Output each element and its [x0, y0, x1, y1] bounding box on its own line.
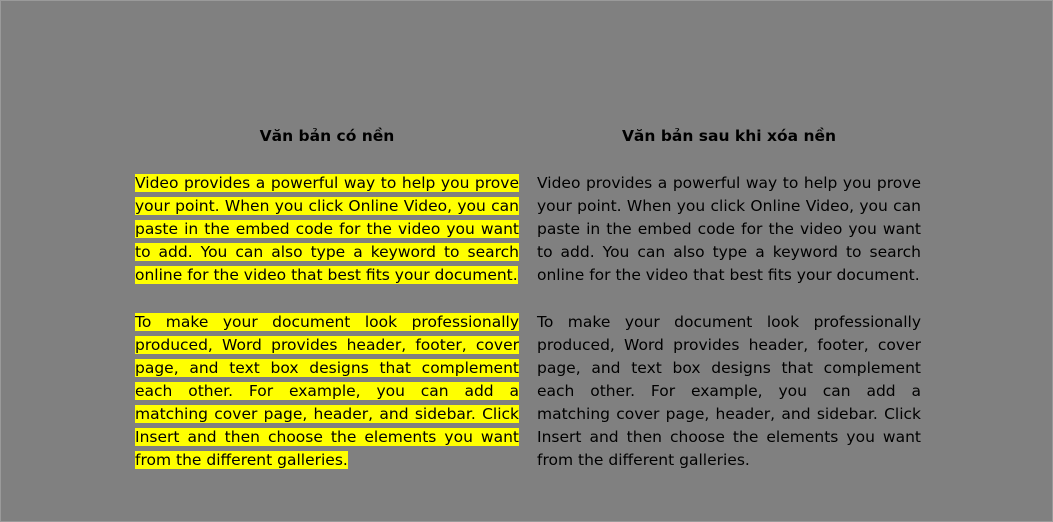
- heading-background-removed: Văn bản sau khi xóa nền: [621, 127, 837, 145]
- plain-paragraph-1[interactable]: Video provides a powerful way to help you prove your point. When you click Online Video, you can paste in the embed code for the video you want to add. You can also type a keyword to search online for the video that best fits your document.: [537, 174, 921, 284]
- highlighted-paragraph-1[interactable]: [135, 172, 519, 287]
- heading-with-background: Văn bản có nền: [259, 127, 395, 145]
- highlighted-text: To make your document look professionally produced, Word provides header, footer, cover page, and text box designs that complement each other. For example, you can add a matching cover page, header, and sidebar. Click Insert and then choose the elements you want from the different galleries.: [135, 313, 519, 469]
- highlighted-text: Video provides a powerful way to help you prove your point. When you click Online Video, you can paste in the embed code for the video you want to add. You can also type a keyword to search online for the video that best fits your document.: [135, 174, 519, 284]
- plain-paragraph-2[interactable]: To make your document look professionally produced, Word provides header, footer, cover page, and text box designs that complement each other. For example, you can add a matching cover page, header, and sidebar. Click Insert and then choose the elements you want from the different galleries.: [537, 313, 921, 469]
- highlighted-paragraph-2[interactable]: [135, 311, 519, 472]
